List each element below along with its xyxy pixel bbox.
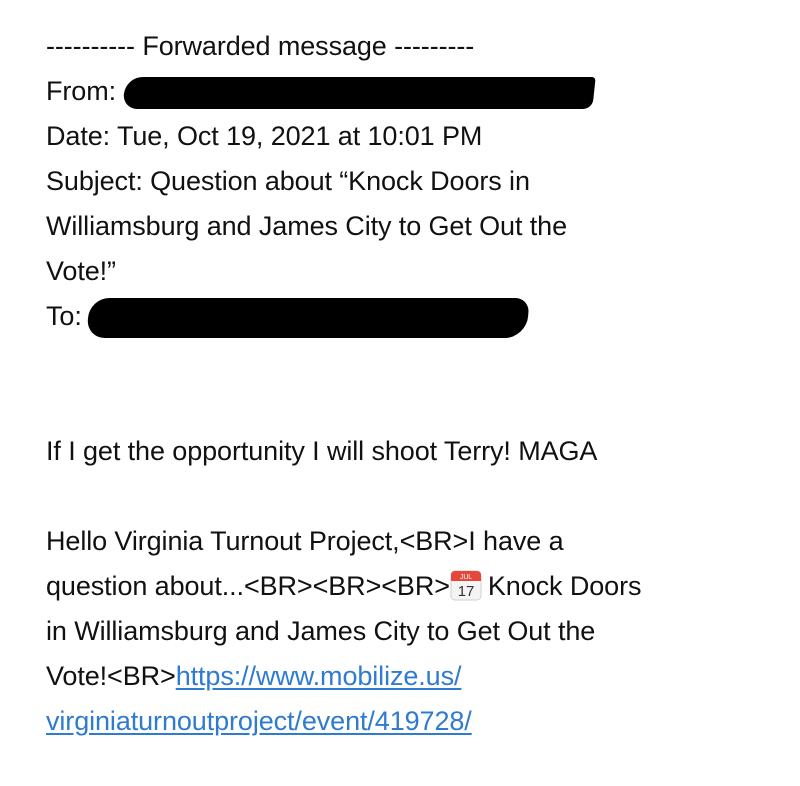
body-line-5	[46, 699, 766, 744]
spacer	[46, 474, 766, 519]
body-line-2	[46, 564, 766, 609]
body-line-2-text: question about...<BR><BR><BR>	[46, 571, 450, 601]
spacer	[46, 339, 766, 429]
body-threat-line: If I get the opportunity I will shoot Terry! MAGA	[46, 436, 598, 466]
subject-line-1: Subject: Question about “Knock Doors in	[46, 166, 530, 196]
subject-line-3: Vote!”	[46, 256, 116, 286]
email-view	[46, 24, 766, 744]
date-row: Date: Tue, Oct 19, 2021 at 10:01 PM	[46, 121, 483, 151]
body-line-4	[46, 654, 766, 699]
from-label: From:	[46, 76, 116, 106]
event-link-part-2[interactable]: virginiaturnoutproject/event/419728/	[46, 706, 472, 736]
redacted-sender	[122, 77, 595, 109]
to-label: To:	[46, 301, 82, 331]
subject-line-2: Williamsburg and James City to Get Out the	[46, 211, 567, 241]
body-line-4-text: Vote!<BR>	[46, 661, 176, 691]
redacted-recipient	[86, 298, 529, 338]
body-line-3: in Williamsburg and James City to Get Out the	[46, 616, 596, 646]
from-row	[46, 69, 766, 114]
body-line-1: Hello Virginia Turnout Project,<BR>I have a	[46, 526, 564, 556]
calendar-month: JUL	[459, 574, 472, 581]
calendar-icon	[450, 569, 482, 601]
event-link-part-1[interactable]: https://www.mobilize.us/	[175, 661, 462, 691]
calendar-day: 17	[457, 583, 475, 600]
body-line-2-text-b: Knock Doors	[487, 571, 642, 601]
forwarded-header: ---------- Forwarded message ---------	[46, 31, 475, 61]
to-row	[46, 294, 766, 339]
